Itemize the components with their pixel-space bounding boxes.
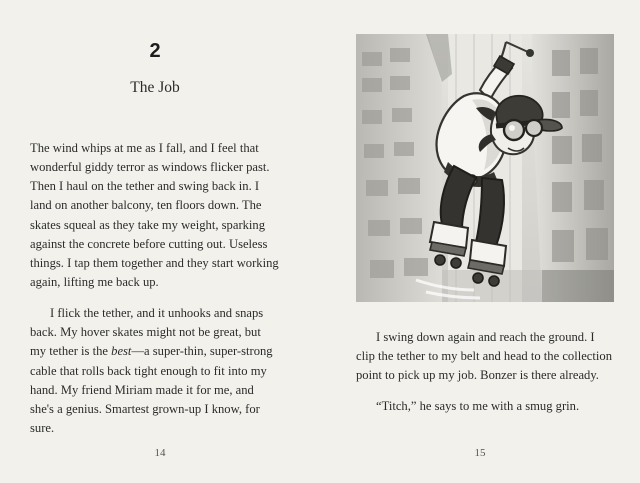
paragraph: I swing down again and reach the ground. I clip the tether to my belt and head to the collection point to pick up my job. Bonzer is there already. — [356, 330, 612, 383]
page-number: 14 — [154, 447, 166, 459]
girl-swinging-on-tether-illustration — [356, 34, 614, 302]
emphasized-word: best — [111, 344, 132, 359]
right-page — [320, 0, 640, 483]
paragraph: The wind whips at me as I fall, and I feel that wonderful giddy terror as windows flicker past. Then I haul on the tether and swing back in. I land on another balcony, ten floors down. The skates squeal as they take my weight, sparking against the concrete before cutting out. Useless things. I tap them together and they start working again, lifting me back up. — [30, 141, 279, 289]
paragraph — [30, 304, 280, 438]
page-number: 15 — [474, 447, 486, 459]
paragraph: “Titch,” he says to me with a smug grin. — [376, 399, 580, 414]
paragraph-text: I flick the tether, and it unhooks and snaps back. My hover skates might not be great, but my tether is the best—a super-thin, super-strong cable that rolls back tight enough to fit into my hand. My friend Miriam made it for me, and she's a genius. Smartest grown-up I know, for sure. — [30, 306, 273, 435]
chapter-title: The Job — [130, 79, 180, 96]
chapter-number: 2 — [149, 40, 161, 62]
